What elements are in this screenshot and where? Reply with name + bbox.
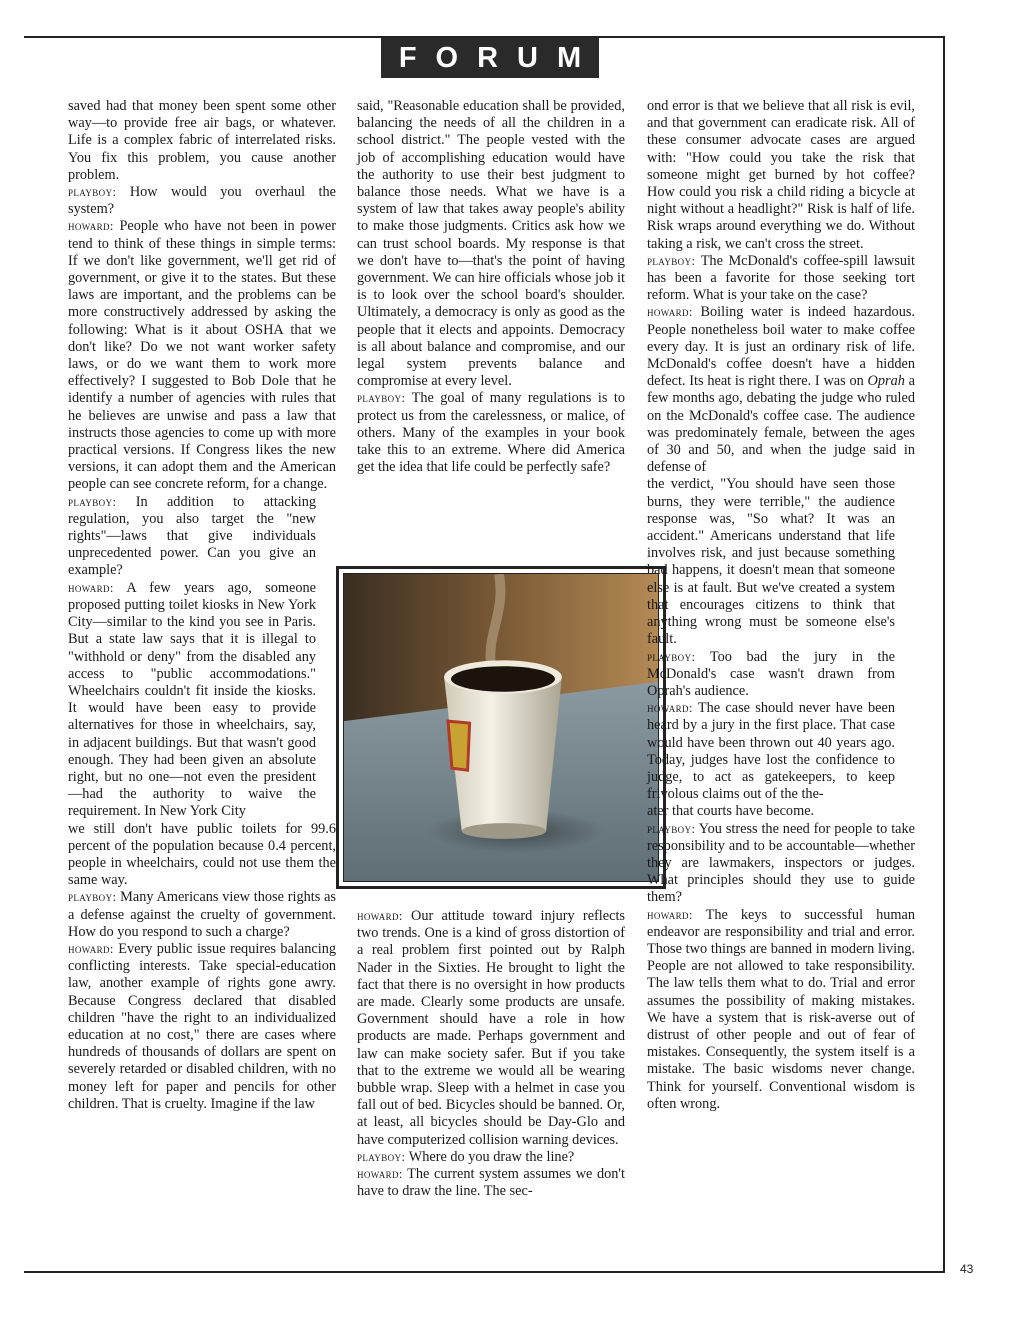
paragraph: playboy: The McDonald's coffee-spill lawsuit has been a favorite for those seeking tort reform. What is your take on the case? [647,252,915,304]
column-2-top [357,98,625,476]
section-title: FORUM [381,38,599,78]
paragraph: playboy: You stress the need for people to take responsibility and to be accountable—whether they are lawmakers, inspectors or judges. What principles should they use to guide them? [647,820,916,906]
photo-image [343,573,659,882]
speaker-label: playboy: [647,821,696,836]
paragraph: playboy: Many Americans view those rights as a defense against the cruelty of government. How do you respond to such a charge? [68,889,336,940]
speaker-label: playboy: [647,253,696,268]
speaker-label: howard: [647,305,693,320]
paragraph: we still don't have public toilets for 99.6 percent of the population because 0.4 percent, people in wheelchairs, could not use them the same way. [68,820,336,889]
paragraph: howard: The current system assumes we don't have to draw the line. The sec- [357,1166,625,1200]
paragraph: howard: Boiling water is indeed hazardous. People nonetheless boil water to make coffee every day. It is just an ordinary risk of life. McDonald's coffee doesn't have a hidden defect. Its heat is right there. I was on Oprah a few months ago, debating the judge who ruled on the McDonald's coffee case. The audience was predominately female, between the ages of 30 and 50, and when the judge said in defense of [647,304,916,476]
speaker-label: howard: [68,219,114,234]
speaker-label: howard: [357,909,403,923]
page-number: 43 [960,1262,974,1276]
paragraph: playboy: Too bad the jury in the McDonald's case wasn't drawn from Oprah's audience. [647,648,895,699]
paragraph: howard: The keys to successful human endeavor are responsibility and trial and error. Those two things are banned in modern living. People are not allowed to take responsibility. The law tells them what to do. Trial and error assumes the possibility of making mistakes. We have a system that is risk-averse out of distrust of other people and out of fear of mistakes. Consequently, the system itself is a mistake. The basic wisdoms never change. Think for yourself. Conventional wisdom is often wrong. [647,906,915,1112]
speaker-label: playboy: [68,890,117,905]
paragraph: howard: Every public issue requires balancing conflicting interests. Take special-education law, another example of rights gone awry. Because Congress declared that disabled children "have the right to an individualized education at no cost," there are cases where hundreds of thousands of dollars are spent on severely retarded or disabled children, with no money left for paper and pencils for other children. That is cruelty. Imagine if the law [68,940,336,1112]
column-2-bottom [357,908,625,1200]
italic-title: Oprah [867,373,905,390]
speaker-label: playboy: [68,185,117,200]
bottom-rule [24,1271,945,1273]
paragraph: said, "Reasonable education shall be provided, balancing the needs of all the children in a school district." The people vested with the job of accomplishing education would have the authority to use their best judgment to balance those needs. What we have is a system of law that takes away people's ability to make those judgments. Critics ask how we can trust school boards. My response is that we don't have to—that's the point of having government. We can hire officials whose job it is to look over the school board's shoulder. Ultimately, a democracy is only as good as the people that it elects and appoints. Democracy is all about balance and compromise, and our legal system prevents balance and compromise at every level. [357,98,625,390]
paragraph: playboy: In addition to attacking regulation, you also target the "new rights"—laws that give individuals unprecedented power. Can you give an example? [68,493,316,579]
paragraph: playboy: The goal of many regulations is to protect us from the carelessness, or malice, of others. Many of the examples in your book take this to an extreme. Where did America get the idea that life could be perfectly safe? [357,390,625,476]
paragraph: saved had that money been spent some other way—to provide free air bags, or whatever. Life is a complex fabric of interrelated risks. You fix this problem, you cause another problem. [68,98,336,183]
speaker-label: playboy: [647,649,696,664]
speaker-label: howard: [357,1167,403,1182]
speaker-label: playboy: [68,494,117,509]
paragraph: howard: Our attitude toward injury reflects two trends. One is a kind of gross distortion of a real problem first pointed out by Ralph Nader in the Sixties. He brought to light the fact that there is no oversight in how products are made. Clearly some products are unsafe. Government should have a role in how products are made. Perhaps government and law can make society safer. But if you take that to the extreme we would all be wearing bubble wrap. Sleep with a helmet in case you fall out of bed. Bicycles should be banned. Or, at least, all bicycles should be Day-Glo and have computerized collision warning devices. [357,908,625,1148]
photo-coffee-cup [336,566,666,889]
speaker-label: howard: [68,580,114,595]
column-3 [647,98,915,1113]
paragraph: howard: People who have not been in power tend to think of these things in simple terms: If we don't like government, we'll get rid of government, or give it to the states. But these laws are important, and the problems can be more constructively addressed by asking the following: What is it about OSHA that we don't like? Do we not want worker safety laws, or do we want them to work more effectively? I suggested to Bob Dole that he identify a number of agencies with rules that he believes are unwise and pass a law that instructs those agencies to come up with more practical versions. If Congress likes the new versions, it can adopt them and the American people can see concrete reform, for a change. [68,218,336,493]
speaker-label: howard: [647,907,693,922]
speaker-label: howard: [647,701,693,716]
paragraph: howard: A few years ago, someone proposed putting toilet kiosks in New York City—similar to the kind you see in Paris. But a state law says that it is illegal to "withhold or deny" from the disabled any access to "public accommodations." Wheelchairs couldn't fit inside the kiosks. It would have been easy to provide alternatives for those in wheelchairs, say, in adjacent buildings. But that wasn't good enough. They had been given an absolute right, but no one—not even the president—had the authority to waive the requirement. In New York City [68,579,316,820]
speaker-label: howard: [68,941,114,956]
paragraph: ater that courts have become. [647,803,815,820]
coffee-cup-illustration [344,574,658,881]
paragraph: howard: The case should never have been heard by a jury in the first place. That case would have been thrown out 40 years ago. Today, judges have lost the confidence to judge, to act as gatekeepers, to keep frivolous claims out of the the- [647,700,895,803]
paragraph: ond error is that we believe that all risk is evil, and that government can eradicate risk. All of these consumer advocate cases are argued with: "How could you take the risk that someone might get burned by hot coffee? How could you risk a child riding a bicycle at night without a headlight?" Risk is half of life. Risk wraps around everything we do. Without taking a risk, we can't cross the street. [647,98,915,252]
paragraph: playboy: How would you overhaul the system? [68,184,336,218]
right-rule [943,36,945,1272]
speaker-label: playboy: [357,391,406,406]
paragraph: playboy: Where do you draw the line? [357,1148,575,1165]
paragraph: the verdict, "You should have seen those burns, they were terrible," the audience response was, "So what? It was an accident." Americans understand that life involves risk, and just because something bad happens, it doesn't mean that someone else is at fault. But we've created a system that encourages citizens to think that anything wrong must be someone else's fault. [647,476,895,648]
column-1 [68,98,336,1113]
speaker-label: playboy: [357,1149,406,1164]
